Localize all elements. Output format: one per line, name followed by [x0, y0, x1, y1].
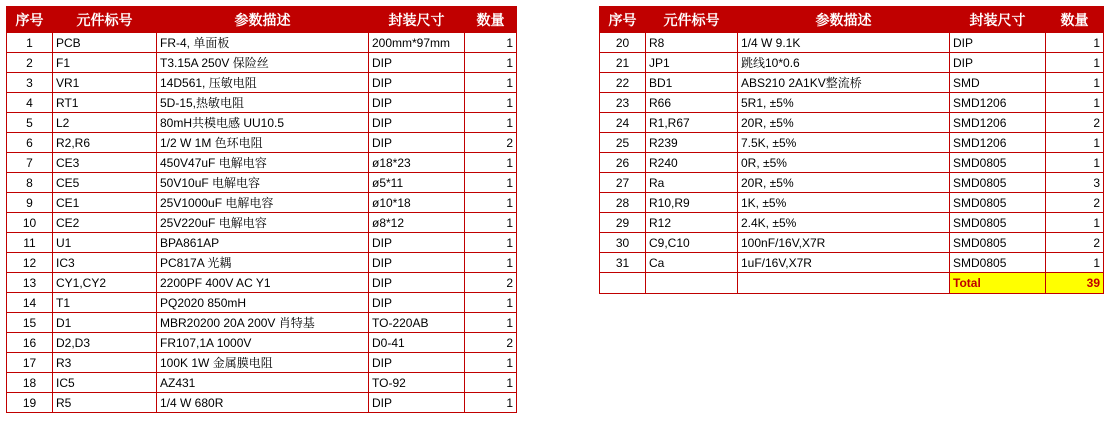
cell-reference: BD1 [646, 73, 738, 93]
cell-index: 2 [7, 53, 53, 73]
cell-quantity: 1 [465, 193, 517, 213]
cell-reference: T1 [53, 293, 157, 313]
column-header-reference: 元件标号 [646, 7, 738, 33]
cell-reference: R12 [646, 213, 738, 233]
cell-reference: CE3 [53, 153, 157, 173]
cell-quantity: 3 [1046, 173, 1104, 193]
cell-reference: C9,C10 [646, 233, 738, 253]
cell-description: AZ431 [157, 373, 369, 393]
cell-quantity: 2 [465, 133, 517, 153]
cell-index: 5 [7, 113, 53, 133]
table-row [7, 33, 517, 53]
cell-description: 20R, ±5% [738, 173, 950, 193]
table-row [7, 393, 517, 413]
cell-index: 20 [600, 33, 646, 53]
cell-description: 50V10uF 电解电容 [157, 173, 369, 193]
cell-package: SMD [950, 73, 1046, 93]
cell-package: DIP [369, 73, 465, 93]
cell-reference: R2,R6 [53, 133, 157, 153]
table-row [7, 113, 517, 133]
table-row [7, 153, 517, 173]
cell-quantity: 1 [465, 253, 517, 273]
cell-reference: CY1,CY2 [53, 273, 157, 293]
cell-index: 12 [7, 253, 53, 273]
cell-description: 450V47uF 电解电容 [157, 153, 369, 173]
cell-index: 10 [7, 213, 53, 233]
cell-quantity: 2 [1046, 113, 1104, 133]
cell-package: SMD0805 [950, 233, 1046, 253]
cell-quantity: 1 [1046, 213, 1104, 233]
table-row [7, 73, 517, 93]
table-row [7, 373, 517, 393]
cell-quantity: 1 [465, 33, 517, 53]
cell-package: SMD1206 [950, 133, 1046, 153]
cell-reference: R239 [646, 133, 738, 153]
cell-reference: R66 [646, 93, 738, 113]
cell-quantity: 1 [1046, 153, 1104, 173]
cell-quantity: 1 [465, 293, 517, 313]
table-row [600, 213, 1104, 233]
cell-package: DIP [369, 353, 465, 373]
cell-index: 13 [7, 273, 53, 293]
bom-table-right [599, 6, 1104, 294]
cell-package: DIP [369, 253, 465, 273]
cell-index: 18 [7, 373, 53, 393]
cell-reference: R240 [646, 153, 738, 173]
cell-package: ø5*11 [369, 173, 465, 193]
cell-description: 1/4 W 9.1K [738, 33, 950, 53]
cell-description: 100nF/16V,X7R [738, 233, 950, 253]
cell-reference: CE2 [53, 213, 157, 233]
cell-quantity: 2 [1046, 193, 1104, 213]
cell-quantity: 1 [465, 73, 517, 93]
cell-package: DIP [369, 93, 465, 113]
cell-quantity: 1 [1046, 33, 1104, 53]
cell-reference: R5 [53, 393, 157, 413]
cell-quantity: 1 [1046, 133, 1104, 153]
cell-reference: D1 [53, 313, 157, 333]
table-row [600, 73, 1104, 93]
cell-quantity: 1 [1046, 253, 1104, 273]
cell-description: 5R1, ±5% [738, 93, 950, 113]
cell-index: 16 [7, 333, 53, 353]
cell-quantity: 1 [465, 113, 517, 133]
cell-description: MBR20200 20A 200V 肖特基 [157, 313, 369, 333]
cell-index: 8 [7, 173, 53, 193]
cell-reference: PCB [53, 33, 157, 53]
cell-package: DIP [369, 293, 465, 313]
cell-package: SMD0805 [950, 193, 1046, 213]
cell-description: 80mH共模电感 UU10.5 [157, 113, 369, 133]
cell-index: 27 [600, 173, 646, 193]
cell-package: DIP [369, 393, 465, 413]
column-header-index: 序号 [600, 7, 646, 33]
cell-package: DIP [369, 133, 465, 153]
cell-package: ø10*18 [369, 193, 465, 213]
table-row [600, 113, 1104, 133]
cell-reference: R3 [53, 353, 157, 373]
total-blank-cell [738, 273, 950, 294]
cell-description: FR107,1A 1000V [157, 333, 369, 353]
cell-description: FR-4, 单面板 [157, 33, 369, 53]
cell-package: DIP [950, 33, 1046, 53]
cell-description: 1/2 W 1M 色环电阻 [157, 133, 369, 153]
cell-quantity: 1 [1046, 53, 1104, 73]
column-header-package: 封装尺寸 [369, 7, 465, 33]
cell-index: 31 [600, 253, 646, 273]
cell-description: 100K 1W 金属膜电阻 [157, 353, 369, 373]
table-row [7, 193, 517, 213]
column-header-index: 序号 [7, 7, 53, 33]
cell-quantity: 1 [465, 213, 517, 233]
cell-quantity: 1 [465, 173, 517, 193]
cell-package: DIP [369, 113, 465, 133]
table-body-left [7, 33, 517, 413]
cell-description: PQ2020 850mH [157, 293, 369, 313]
cell-quantity: 2 [1046, 233, 1104, 253]
table-total-row [600, 273, 1104, 294]
cell-package: SMD1206 [950, 113, 1046, 133]
cell-reference: IC3 [53, 253, 157, 273]
cell-description: 1/4 W 680R [157, 393, 369, 413]
table-row [7, 293, 517, 313]
table-row [600, 193, 1104, 213]
cell-reference: JP1 [646, 53, 738, 73]
cell-index: 30 [600, 233, 646, 253]
cell-quantity: 1 [1046, 73, 1104, 93]
cell-package: ø8*12 [369, 213, 465, 233]
cell-quantity: 1 [465, 93, 517, 113]
table-row [7, 333, 517, 353]
total-blank-cell [646, 273, 738, 294]
table-row [600, 153, 1104, 173]
total-label: Total [950, 273, 1046, 294]
cell-index: 1 [7, 33, 53, 53]
cell-package: SMD0805 [950, 153, 1046, 173]
table-row [7, 353, 517, 373]
cell-package: DIP [950, 53, 1046, 73]
table-row [7, 273, 517, 293]
table-row [600, 133, 1104, 153]
cell-index: 25 [600, 133, 646, 153]
table-row [7, 253, 517, 273]
cell-package: ø18*23 [369, 153, 465, 173]
cell-index: 26 [600, 153, 646, 173]
table-row [7, 233, 517, 253]
cell-quantity: 1 [465, 373, 517, 393]
cell-index: 6 [7, 133, 53, 153]
cell-package: SMD1206 [950, 93, 1046, 113]
table-header-row [7, 7, 517, 33]
cell-index: 29 [600, 213, 646, 233]
table-row [7, 213, 517, 233]
cell-quantity: 1 [465, 233, 517, 253]
cell-description: 7.5K, ±5% [738, 133, 950, 153]
cell-description: 0R, ±5% [738, 153, 950, 173]
cell-index: 28 [600, 193, 646, 213]
cell-reference: U1 [53, 233, 157, 253]
cell-reference: Ra [646, 173, 738, 193]
cell-reference: CE5 [53, 173, 157, 193]
cell-reference: Ca [646, 253, 738, 273]
table-row [600, 93, 1104, 113]
cell-description: 5D-15,热敏电阻 [157, 93, 369, 113]
cell-index: 11 [7, 233, 53, 253]
cell-description: PC817A 光耦 [157, 253, 369, 273]
cell-index: 7 [7, 153, 53, 173]
cell-reference: RT1 [53, 93, 157, 113]
cell-index: 9 [7, 193, 53, 213]
total-value: 39 [1046, 273, 1104, 294]
table-header-row [600, 7, 1104, 33]
cell-description: 25V1000uF 电解电容 [157, 193, 369, 213]
cell-reference: R8 [646, 33, 738, 53]
cell-reference: F1 [53, 53, 157, 73]
cell-description: 跳线10*0.6 [738, 53, 950, 73]
cell-quantity: 1 [465, 393, 517, 413]
cell-reference: R1,R67 [646, 113, 738, 133]
cell-quantity: 1 [465, 53, 517, 73]
cell-reference: L2 [53, 113, 157, 133]
cell-description: 2.4K, ±5% [738, 213, 950, 233]
table-row [7, 313, 517, 333]
table-row [600, 33, 1104, 53]
cell-description: 1uF/16V,X7R [738, 253, 950, 273]
column-header-description: 参数描述 [738, 7, 950, 33]
cell-reference: R10,R9 [646, 193, 738, 213]
cell-reference: VR1 [53, 73, 157, 93]
cell-reference: CE1 [53, 193, 157, 213]
cell-package: DIP [369, 273, 465, 293]
cell-index: 21 [600, 53, 646, 73]
cell-index: 17 [7, 353, 53, 373]
cell-package: SMD0805 [950, 213, 1046, 233]
cell-index: 3 [7, 73, 53, 93]
column-header-quantity: 数量 [465, 7, 517, 33]
cell-index: 24 [600, 113, 646, 133]
cell-package: D0-41 [369, 333, 465, 353]
cell-package: SMD0805 [950, 173, 1046, 193]
cell-description: 14D561, 压敏电阻 [157, 73, 369, 93]
column-header-package: 封装尺寸 [950, 7, 1046, 33]
table-row [7, 173, 517, 193]
cell-package: DIP [369, 233, 465, 253]
cell-reference: IC5 [53, 373, 157, 393]
cell-index: 19 [7, 393, 53, 413]
cell-package: SMD0805 [950, 253, 1046, 273]
table-row [600, 253, 1104, 273]
cell-package: 200mm*97mm [369, 33, 465, 53]
table-row [7, 93, 517, 113]
table-row [7, 53, 517, 73]
cell-reference: D2,D3 [53, 333, 157, 353]
table-row [600, 233, 1104, 253]
cell-description: 1K, ±5% [738, 193, 950, 213]
column-header-reference: 元件标号 [53, 7, 157, 33]
cell-quantity: 1 [465, 353, 517, 373]
total-blank-cell [600, 273, 646, 294]
cell-description: BPA861AP [157, 233, 369, 253]
cell-package: TO-92 [369, 373, 465, 393]
cell-description: 2200PF 400V AC Y1 [157, 273, 369, 293]
cell-description: 25V220uF 电解电容 [157, 213, 369, 233]
cell-index: 23 [600, 93, 646, 113]
cell-index: 14 [7, 293, 53, 313]
cell-index: 22 [600, 73, 646, 93]
cell-package: DIP [369, 53, 465, 73]
cell-description: ABS210 2A1KV整流桥 [738, 73, 950, 93]
bom-table-left [6, 6, 517, 413]
cell-index: 4 [7, 93, 53, 113]
cell-index: 15 [7, 313, 53, 333]
table-row [600, 173, 1104, 193]
cell-description: 20R, ±5% [738, 113, 950, 133]
cell-package: TO-220AB [369, 313, 465, 333]
cell-quantity: 2 [465, 333, 517, 353]
column-header-quantity: 数量 [1046, 7, 1104, 33]
cell-quantity: 1 [465, 313, 517, 333]
column-header-description: 参数描述 [157, 7, 369, 33]
table-row [600, 53, 1104, 73]
cell-quantity: 2 [465, 273, 517, 293]
table-row [7, 133, 517, 153]
table-body-right [600, 33, 1104, 294]
cell-quantity: 1 [465, 153, 517, 173]
cell-description: T3.15A 250V 保险丝 [157, 53, 369, 73]
cell-quantity: 1 [1046, 93, 1104, 113]
